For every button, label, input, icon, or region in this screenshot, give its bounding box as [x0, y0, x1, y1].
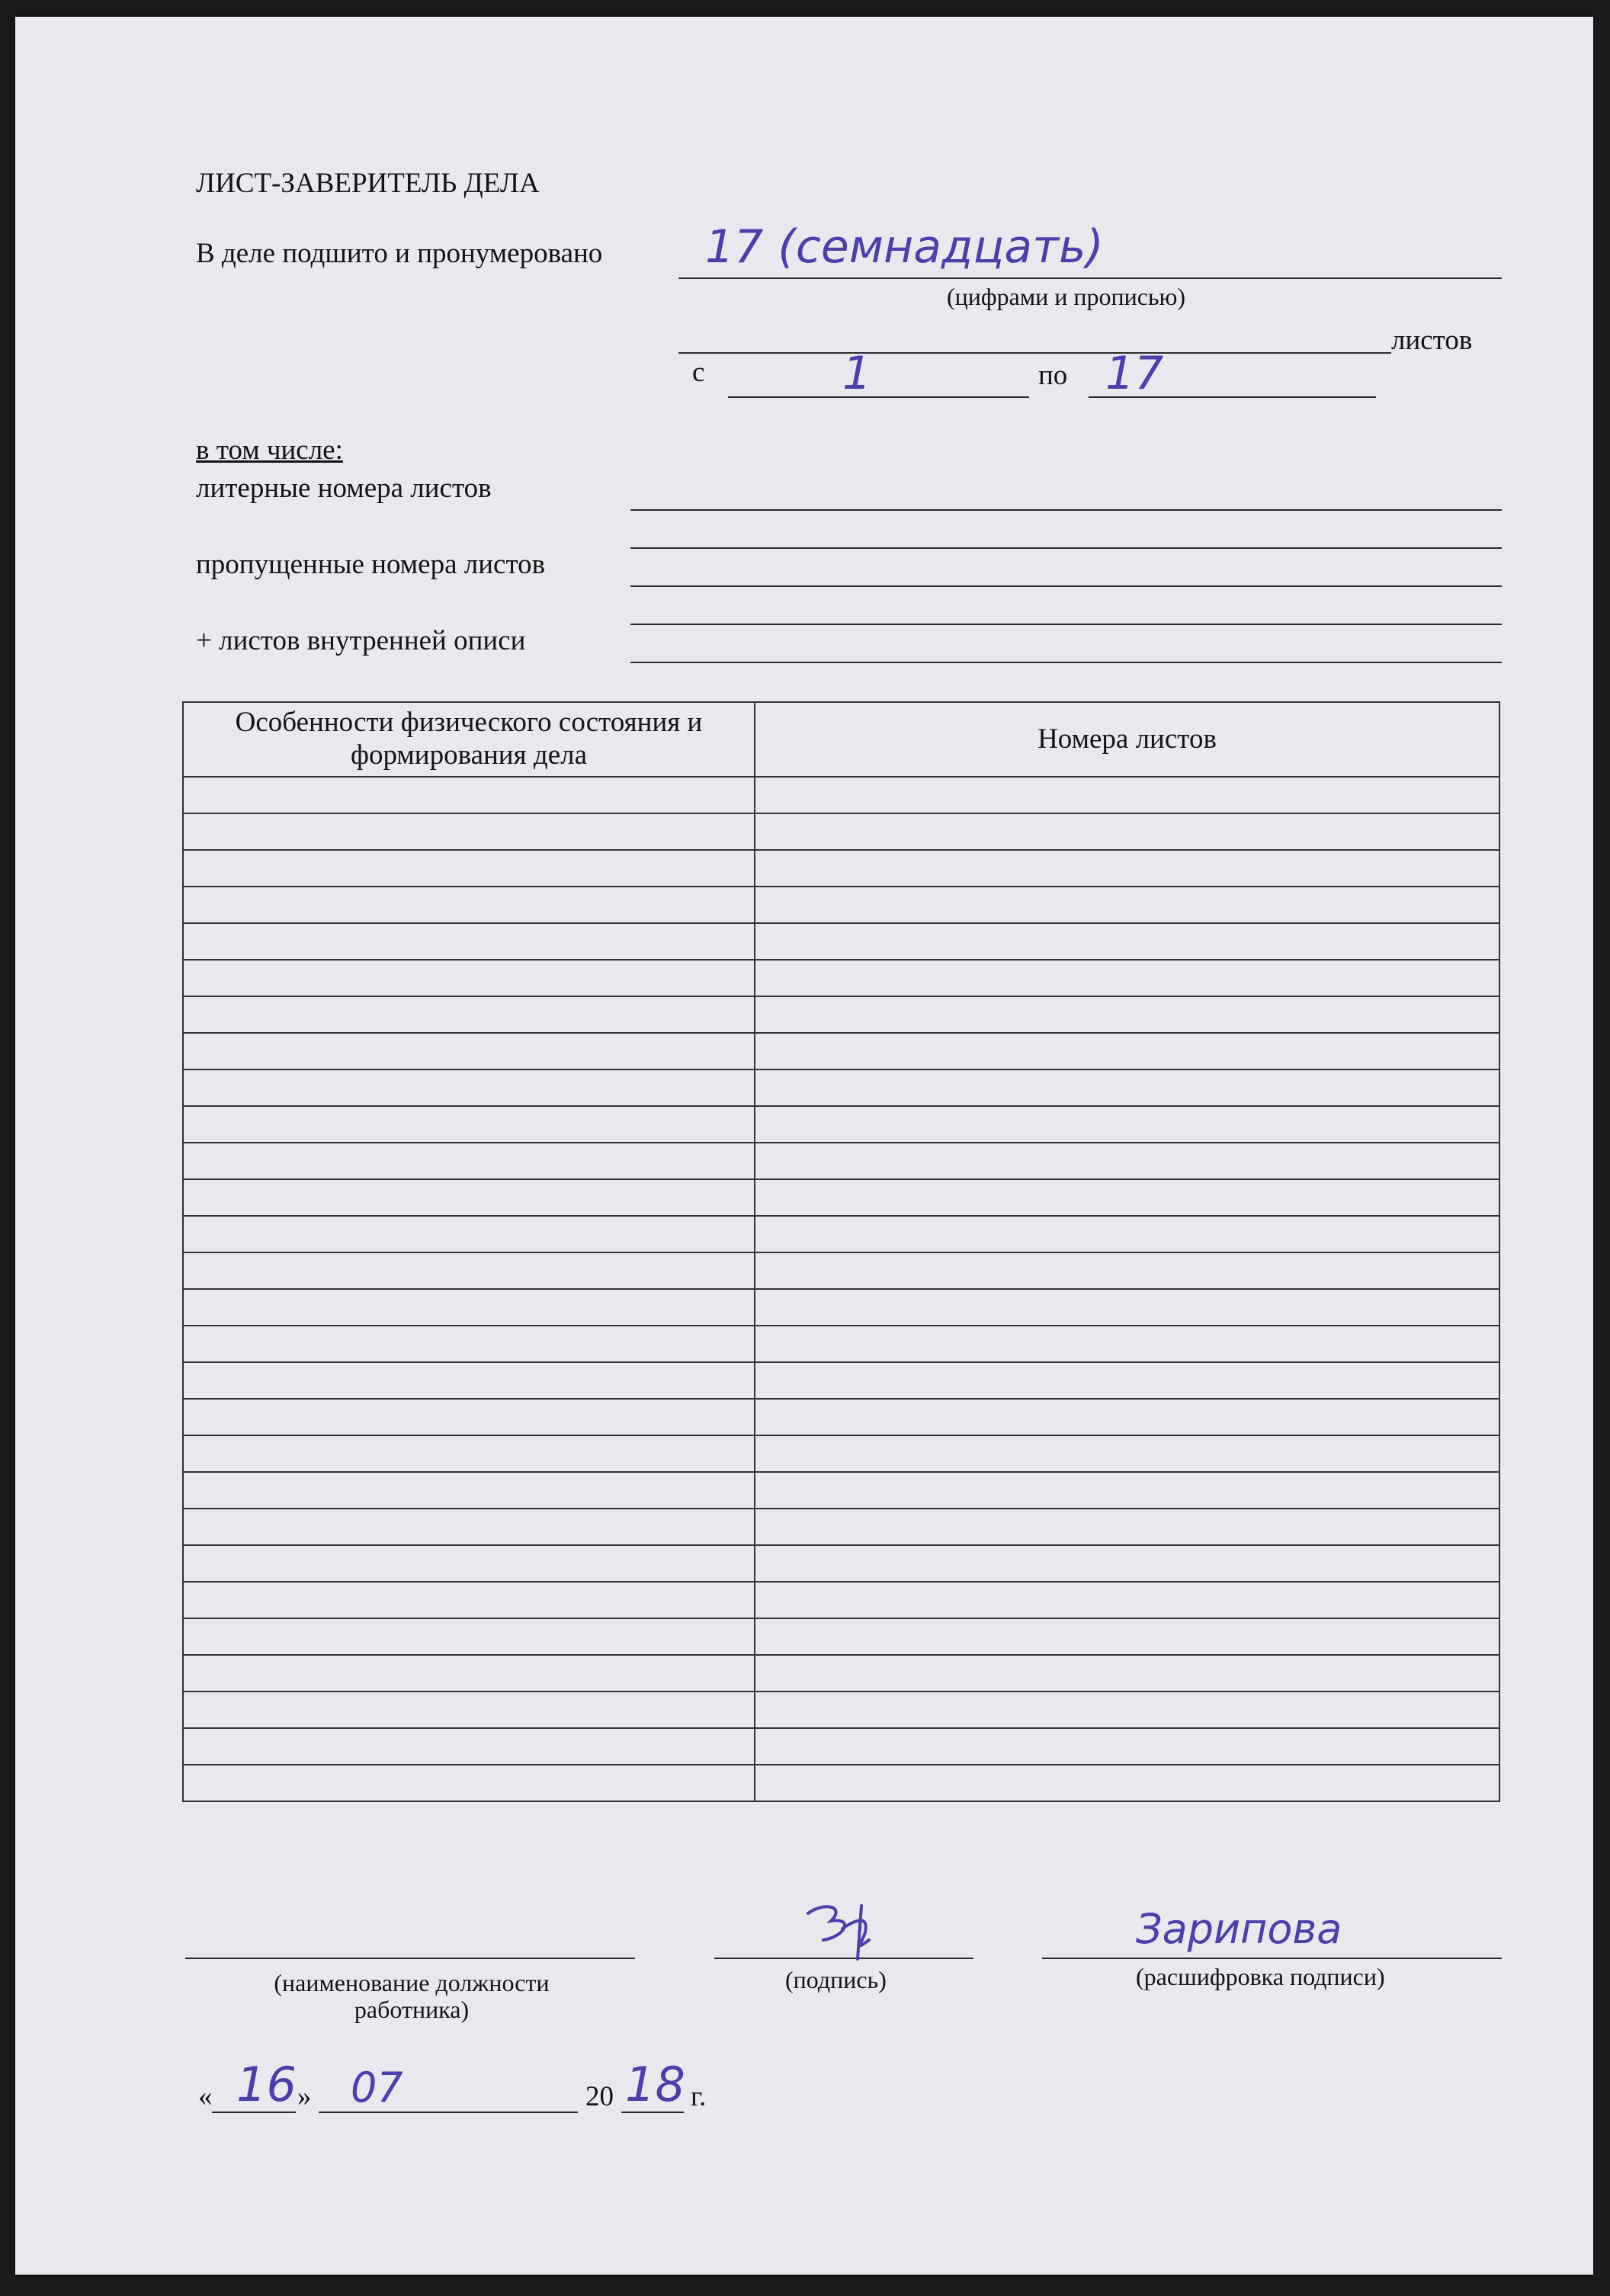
- condition-cell: [183, 996, 755, 1033]
- condition-cell: [183, 1106, 755, 1143]
- condition-table: [182, 701, 1500, 1802]
- table-row: [183, 1692, 1499, 1728]
- table-row: [183, 1765, 1499, 1801]
- letter-numbers-line-2: [630, 547, 1502, 549]
- condition-cell: [183, 1252, 755, 1289]
- condition-cell: [183, 1509, 755, 1545]
- inner-inventory-label: + листов внутренней описи: [196, 625, 526, 656]
- table-row: [183, 1033, 1499, 1069]
- date-close-quote: »: [297, 2081, 312, 2112]
- condition-cell: [183, 960, 755, 996]
- table-row: [183, 1069, 1499, 1106]
- sheet-numbers-cell: [755, 1472, 1499, 1509]
- sheet-numbers-cell: [755, 1399, 1499, 1435]
- sheet-numbers-cell: [755, 1692, 1499, 1728]
- to-value-handwritten: 17: [1105, 347, 1164, 400]
- condition-cell: [183, 923, 755, 960]
- sewn-underline: [678, 277, 1502, 279]
- day-handwritten: 16: [236, 2057, 297, 2112]
- including-label: в том числе:: [196, 435, 343, 466]
- condition-cell: [183, 1765, 755, 1801]
- table-row: [183, 1435, 1499, 1472]
- sheet-numbers-cell: [755, 1618, 1499, 1655]
- sheet-numbers-cell: [755, 1655, 1499, 1692]
- sheet-numbers-cell: [755, 1033, 1499, 1069]
- table-row: [183, 960, 1499, 996]
- condition-cell: [183, 1692, 755, 1728]
- sheet-numbers-cell: [755, 1216, 1499, 1252]
- table-row: [183, 1216, 1499, 1252]
- missing-numbers-label: пропущенные номера листов: [196, 549, 546, 580]
- table-row: [183, 1472, 1499, 1509]
- year-word: г.: [691, 2081, 707, 2112]
- condition-cell: [183, 850, 755, 887]
- letter-numbers-label: литерные номера листов: [196, 473, 492, 504]
- sheet-numbers-cell: [755, 1326, 1499, 1362]
- signature-mark: [800, 1898, 900, 1967]
- table-row: [183, 1106, 1499, 1143]
- condition-cell: [183, 1582, 755, 1618]
- sheet-numbers-cell: [755, 777, 1499, 813]
- table-row: [183, 1618, 1499, 1655]
- sheet-numbers-cell: [755, 1289, 1499, 1326]
- decoding-line: [1042, 1958, 1502, 1959]
- condition-cell: [183, 1326, 755, 1362]
- from-label: с: [692, 357, 705, 388]
- year-handwritten: 18: [625, 2057, 685, 2112]
- decoding-hint: (расшифровка подписи): [1136, 1963, 1385, 1990]
- table-header-condition: Особенности физического состояния и формирования дела: [183, 702, 755, 777]
- table-row: [183, 923, 1499, 960]
- to-label: по: [1038, 360, 1068, 391]
- sheet-numbers-cell: [755, 1435, 1499, 1472]
- sheet-numbers-cell: [755, 1106, 1499, 1143]
- condition-cell: [183, 1143, 755, 1179]
- month-underline: [319, 2112, 578, 2113]
- table-row: [183, 777, 1499, 813]
- date-open-quote: «: [198, 2081, 213, 2112]
- condition-cell: [183, 1655, 755, 1692]
- table-row: [183, 1728, 1499, 1765]
- position-line: [185, 1958, 635, 1959]
- document-sheet: [15, 17, 1593, 2275]
- sheet-numbers-cell: [755, 850, 1499, 887]
- sheet-numbers-cell: [755, 1143, 1499, 1179]
- table-row: [183, 1326, 1499, 1362]
- form-title: ЛИСТ-ЗАВЕРИТЕЛЬ ДЕЛА: [196, 168, 540, 199]
- sewn-value-handwritten: 17 (семнадцать): [705, 220, 1104, 274]
- table-body: [183, 777, 1499, 1801]
- table-row: [183, 850, 1499, 887]
- condition-cell: [183, 1618, 755, 1655]
- condition-cell: [183, 1069, 755, 1106]
- condition-cell: [183, 1472, 755, 1509]
- decoding-value-handwritten: Зарипова: [1136, 1905, 1342, 1953]
- sheet-numbers-cell: [755, 1728, 1499, 1765]
- table-row: [183, 996, 1499, 1033]
- signature-hint: (подпись): [785, 1966, 887, 1993]
- table-row: [183, 1399, 1499, 1435]
- sheet-numbers-cell: [755, 923, 1499, 960]
- table-row: [183, 1143, 1499, 1179]
- sheet-numbers-cell: [755, 1765, 1499, 1801]
- sheet-numbers-cell: [755, 1362, 1499, 1399]
- sheet-numbers-cell: [755, 1509, 1499, 1545]
- condition-cell: [183, 1289, 755, 1326]
- sheet-numbers-cell: [755, 1582, 1499, 1618]
- table-row: [183, 1252, 1499, 1289]
- condition-cell: [183, 1545, 755, 1582]
- sheet-numbers-cell: [755, 813, 1499, 850]
- table-row: [183, 1509, 1499, 1545]
- table-header-sheet-numbers: Номера листов: [755, 702, 1499, 777]
- condition-cell: [183, 1435, 755, 1472]
- condition-cell: [183, 1399, 755, 1435]
- table-row: [183, 813, 1499, 850]
- sewn-hint: (цифрами и прописью): [947, 283, 1186, 310]
- sheet-numbers-cell: [755, 1252, 1499, 1289]
- table-row: [183, 1362, 1499, 1399]
- sheet-numbers-cell: [755, 887, 1499, 923]
- missing-numbers-line-2: [630, 624, 1502, 625]
- month-handwritten: 07: [351, 2064, 403, 2112]
- from-value-handwritten: 1: [842, 347, 872, 400]
- condition-cell: [183, 887, 755, 923]
- sheet-numbers-cell: [755, 1069, 1499, 1106]
- condition-cell: [183, 1179, 755, 1216]
- sewn-label: В деле подшито и пронумеровано: [196, 238, 603, 269]
- condition-cell: [183, 1728, 755, 1765]
- table-row: [183, 1289, 1499, 1326]
- sheets-word: листов: [1391, 325, 1473, 356]
- condition-cell: [183, 1216, 755, 1252]
- year-prefix: 20: [585, 2081, 614, 2112]
- sheet-numbers-cell: [755, 1179, 1499, 1216]
- table-row: [183, 887, 1499, 923]
- condition-cell: [183, 777, 755, 813]
- table-row: [183, 1545, 1499, 1582]
- sheet-numbers-cell: [755, 996, 1499, 1033]
- table-row: [183, 1582, 1499, 1618]
- condition-cell: [183, 813, 755, 850]
- position-hint: (наименование должности работника): [274, 1969, 550, 2024]
- letter-numbers-line: [630, 509, 1502, 511]
- table-row: [183, 1655, 1499, 1692]
- missing-numbers-line: [630, 585, 1502, 587]
- condition-cell: [183, 1033, 755, 1069]
- sheet-numbers-cell: [755, 960, 1499, 996]
- inner-inventory-line: [630, 662, 1502, 663]
- sheet-numbers-cell: [755, 1545, 1499, 1582]
- table-row: [183, 1179, 1499, 1216]
- condition-cell: [183, 1362, 755, 1399]
- from-underline: [728, 396, 1029, 398]
- sheets-underline: [678, 352, 1391, 354]
